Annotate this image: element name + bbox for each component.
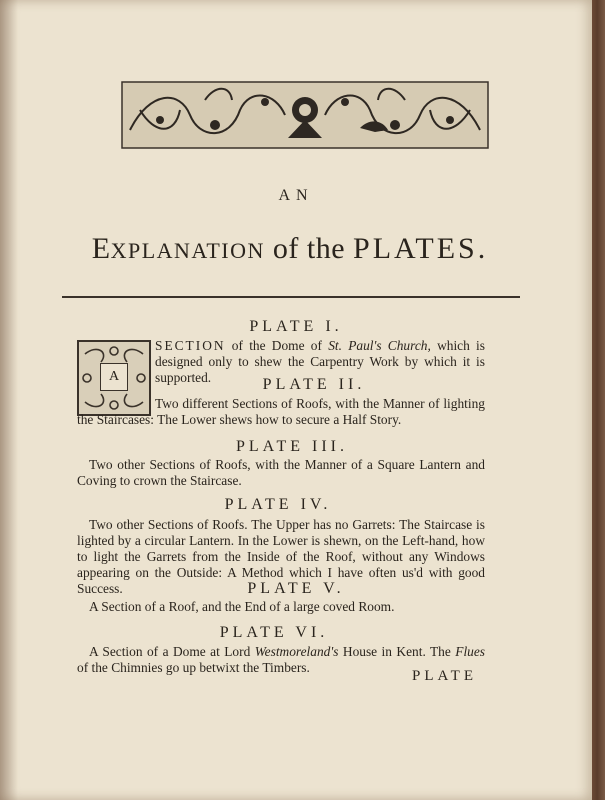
title-first-letter: E — [91, 232, 111, 265]
drop-cap-letter: A — [100, 363, 128, 391]
plate-6-italic-b: Flues — [455, 644, 486, 659]
plate-4-text: Two other Sections of Roofs. The Upper has no Garrets: The Staircase is lighted by a circular Lantern. In the Lower is shewn, on the Left-hand, how to light the Garrets from the Inside of the Roof, without any Windows appearing on the Outside: A Method which I have often us'd with good Success. — [77, 517, 485, 596]
title-of-the: of the — [272, 232, 346, 265]
plate-6-italic-a: Westmoreland's — [254, 644, 339, 659]
plate-1-text-a: of the Dome of — [225, 338, 329, 353]
plate-1-text-b: which is designed only to shew the Carpentry Work by which it is supported. — [155, 338, 485, 385]
plate-3-text: Two other Sections of Roofs, with the Manner of a Square Lantern and Coving to crown the Staircase. — [77, 457, 485, 488]
title-plates: PLATES. — [353, 232, 489, 265]
catchword: PLATE — [412, 668, 477, 684]
plate-2-heading: PLATE II. — [262, 376, 366, 393]
plate-4-heading: PLATE IV. — [224, 496, 332, 513]
title-rule — [62, 296, 520, 298]
plate-5-text: A Section of a Roof, and the End of a large coved Room. — [89, 599, 395, 614]
plate-3-heading: PLATE III. — [236, 438, 348, 455]
gutter-shadow — [0, 0, 18, 800]
plate-6-heading: PLATE VI. — [219, 624, 329, 641]
plate-1-first-word: SECTION — [155, 338, 226, 353]
headpiece-ornament — [120, 80, 490, 150]
plate-6-text-a: A Section of a Dome at Lord — [89, 644, 255, 659]
page-title — [0, 232, 580, 266]
plate-6-text-b: House in Kent. The — [338, 644, 456, 659]
title-explanation: XPLANATION — [110, 238, 265, 263]
page-edge — [592, 0, 605, 800]
plate-6-text-c: of the Chimnies go up betwixt the Timbers. — [77, 660, 310, 675]
plate-1-heading: PLATE I. — [249, 318, 343, 335]
plate-5-heading: PLATE V. — [247, 580, 345, 597]
plate-2-text: Two different Sections of Roofs, with the Manner of lighting the Staircases: The Lower shews how to secure a Half Story. — [77, 396, 485, 427]
heading-an: AN — [278, 187, 314, 204]
plate-1-italic: St. Paul's Church, — [328, 338, 431, 353]
